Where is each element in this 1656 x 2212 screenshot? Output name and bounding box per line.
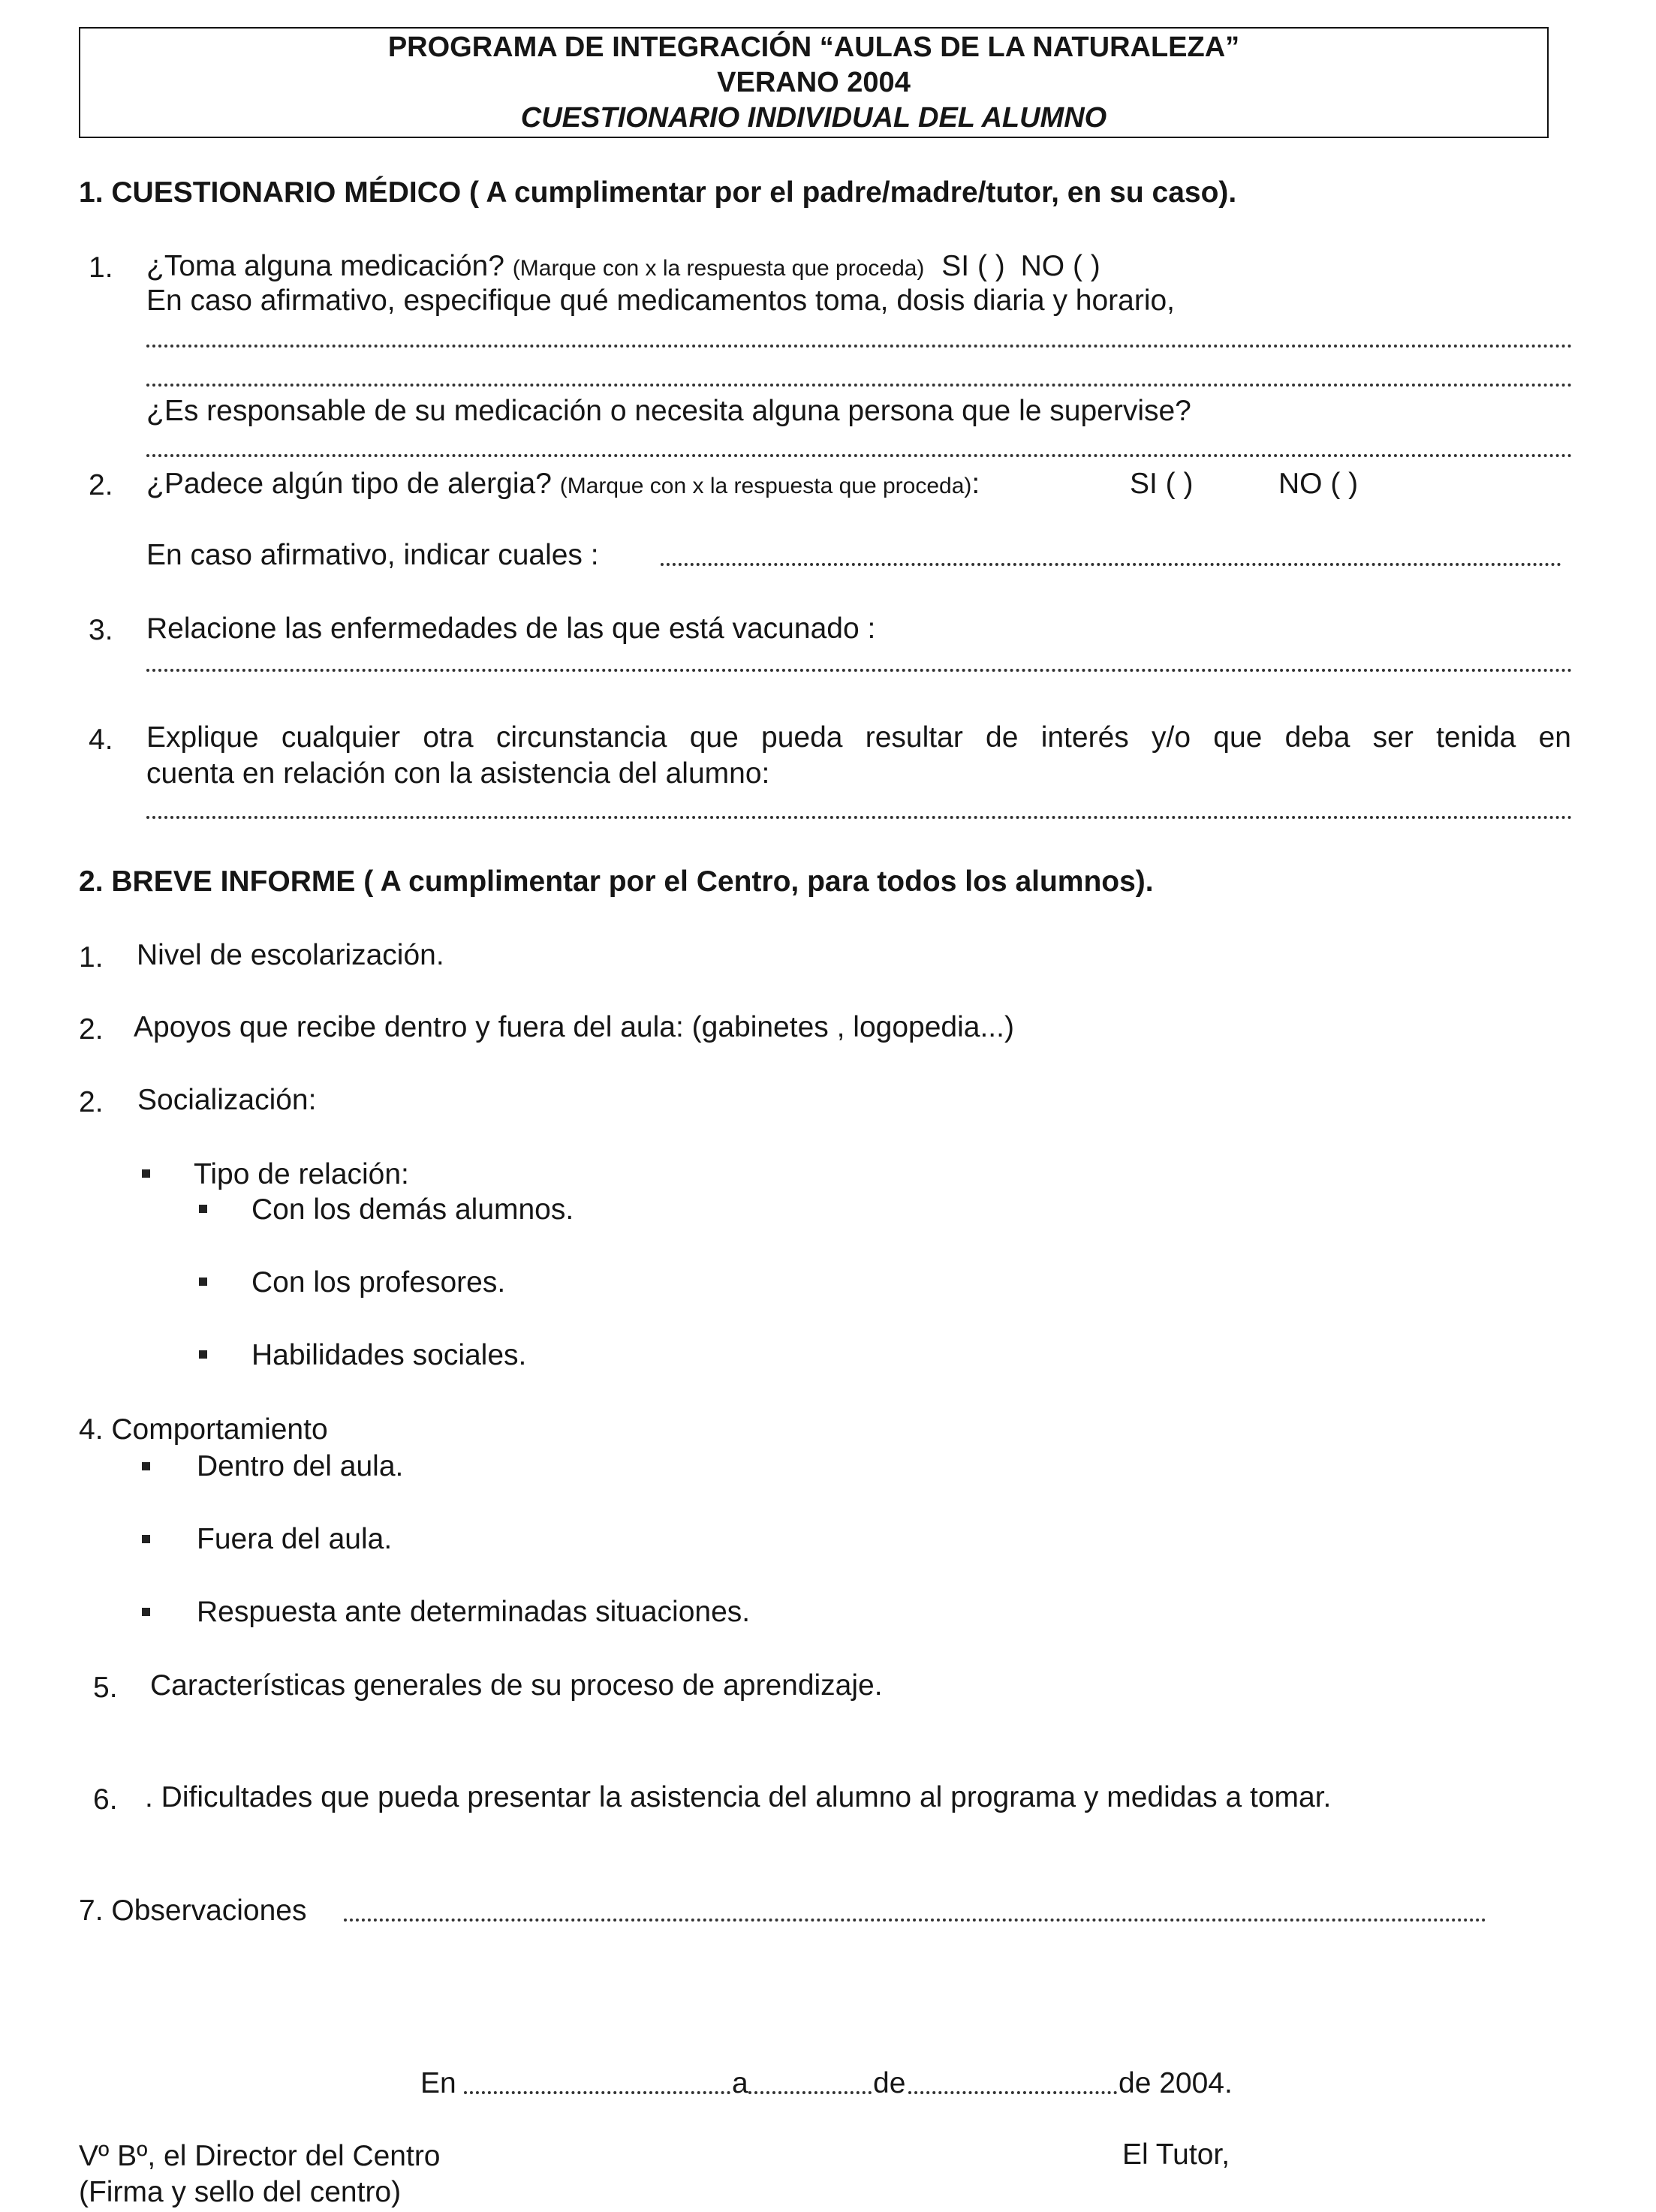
date-day-field[interactable] xyxy=(748,2091,872,2094)
header-box xyxy=(79,27,1549,138)
item5-number: 5. xyxy=(93,1672,118,1704)
q2-number: 2. xyxy=(89,469,113,501)
q2-text: ¿Padece algún tipo de alergia? xyxy=(146,468,552,500)
q2-answer-line[interactable] xyxy=(661,563,1561,566)
date-year-label: de 2004. xyxy=(1119,2067,1233,2099)
q1-si-option[interactable]: SI ( ) xyxy=(941,250,1005,282)
program-year: VERANO 2004 xyxy=(717,67,911,98)
socialization-item-alumnos: Con los demás alumnos. xyxy=(251,1193,574,1226)
bullet-icon xyxy=(142,1169,150,1178)
q2-note: (Marque con x la respuesta que proceda) xyxy=(559,474,972,498)
q2-detail: En caso afirmativo, indicar cuales : xyxy=(146,539,599,571)
q2-no-option[interactable]: NO ( ) xyxy=(1278,468,1359,500)
item2-text: Apoyos que recibe dentro y fuera del aula: (gabinetes , logopedia...) xyxy=(134,1011,1014,1043)
bullet-icon xyxy=(199,1205,207,1213)
tutor-label: El Tutor, xyxy=(1122,2138,1230,2171)
q1-followup: ¿Es responsable de su medicación o necesita alguna persona que le supervise? xyxy=(146,395,1191,427)
section2-title: 2. BREVE INFORME ( A cumplimentar por el Centro, para todos los alumnos). xyxy=(79,865,1154,898)
q4-number: 4. xyxy=(89,724,113,756)
date-place-field[interactable] xyxy=(464,2091,730,2094)
q1-followup-answer-line[interactable] xyxy=(146,454,1573,457)
bullet-icon xyxy=(142,1462,150,1470)
director-stamp-note: (Firma y sello del centro) xyxy=(79,2176,402,2208)
q1-answer-line-2[interactable] xyxy=(146,384,1573,387)
socialization-sub-label: Tipo de relación: xyxy=(194,1158,409,1190)
socialization-item-habilidades: Habilidades sociales. xyxy=(251,1339,527,1371)
q1-answer-line-1[interactable] xyxy=(146,345,1573,348)
item3-text: Socialización: xyxy=(137,1084,317,1116)
q2-colon: : xyxy=(971,468,980,500)
q1-note: (Marque con x la respuesta que proceda) xyxy=(512,256,925,281)
q4-answer-line[interactable] xyxy=(146,816,1573,819)
item2-number: 2. xyxy=(79,1013,104,1046)
item4-label: 4. Comportamiento xyxy=(79,1413,328,1446)
form-title: CUESTIONARIO INDIVIDUAL DEL ALUMNO xyxy=(520,102,1107,134)
behavior-item-fuera: Fuera del aula. xyxy=(197,1523,393,1555)
director-label: Vº Bº, el Director del Centro xyxy=(79,2140,441,2172)
item7-label: 7. Observaciones xyxy=(79,1894,307,1927)
q3-text: Relacione las enfermedades de las que está vacunado : xyxy=(146,612,876,645)
section1-title: 1. CUESTIONARIO MÉDICO ( A cumplimentar por el padre/madre/tutor, en su caso). xyxy=(79,176,1237,209)
item3-number: 2. xyxy=(79,1086,104,1118)
item5-text: Características generales de su proceso de aprendizaje. xyxy=(150,1669,883,1702)
behavior-item-dentro: Dentro del aula. xyxy=(197,1450,404,1482)
q2-question xyxy=(146,469,980,498)
observaciones-answer-line[interactable] xyxy=(344,1919,1486,1922)
program-title: PROGRAMA DE INTEGRACIÓN “AULAS DE LA NATURALEZA” xyxy=(387,32,1240,63)
socialization-item-profesores: Con los profesores. xyxy=(251,1266,506,1299)
q1-text: ¿Toma alguna medicación? xyxy=(146,250,504,282)
q1-number: 1. xyxy=(89,251,113,284)
q2-si-option[interactable]: SI ( ) xyxy=(1130,468,1194,500)
bullet-icon xyxy=(199,1350,207,1359)
q1-question xyxy=(146,251,1100,281)
date-en-label: En xyxy=(420,2067,456,2099)
item6-text: . Dificultades que pueda presentar la asistencia del alumno al programa y medidas a tomar. xyxy=(145,1781,1332,1813)
date-month-field[interactable] xyxy=(908,2091,1117,2094)
q3-number: 3. xyxy=(89,614,113,646)
bullet-icon xyxy=(142,1608,150,1616)
behavior-item-respuesta: Respuesta ante determinadas situaciones. xyxy=(197,1596,751,1628)
q4-text-line1: Explique cualquier otra circunstancia que pueda resultar de interés y/o que deba ser tenida en xyxy=(146,721,1571,754)
q1-no-option[interactable]: NO ( ) xyxy=(1020,250,1100,282)
bullet-icon xyxy=(199,1278,207,1286)
date-a-label: a xyxy=(732,2067,748,2099)
q1-detail: En caso afirmativo, especifique qué medicamentos toma, dosis diaria y horario, xyxy=(146,284,1176,317)
item6-number: 6. xyxy=(93,1783,118,1816)
item1-number: 1. xyxy=(79,941,104,974)
q3-answer-line[interactable] xyxy=(146,669,1573,672)
item1-text: Nivel de escolarización. xyxy=(137,939,444,971)
date-de-label: de xyxy=(873,2067,906,2099)
bullet-icon xyxy=(142,1535,150,1543)
q4-text-line2: cuenta en relación con la asistencia del alumno: xyxy=(146,757,770,790)
